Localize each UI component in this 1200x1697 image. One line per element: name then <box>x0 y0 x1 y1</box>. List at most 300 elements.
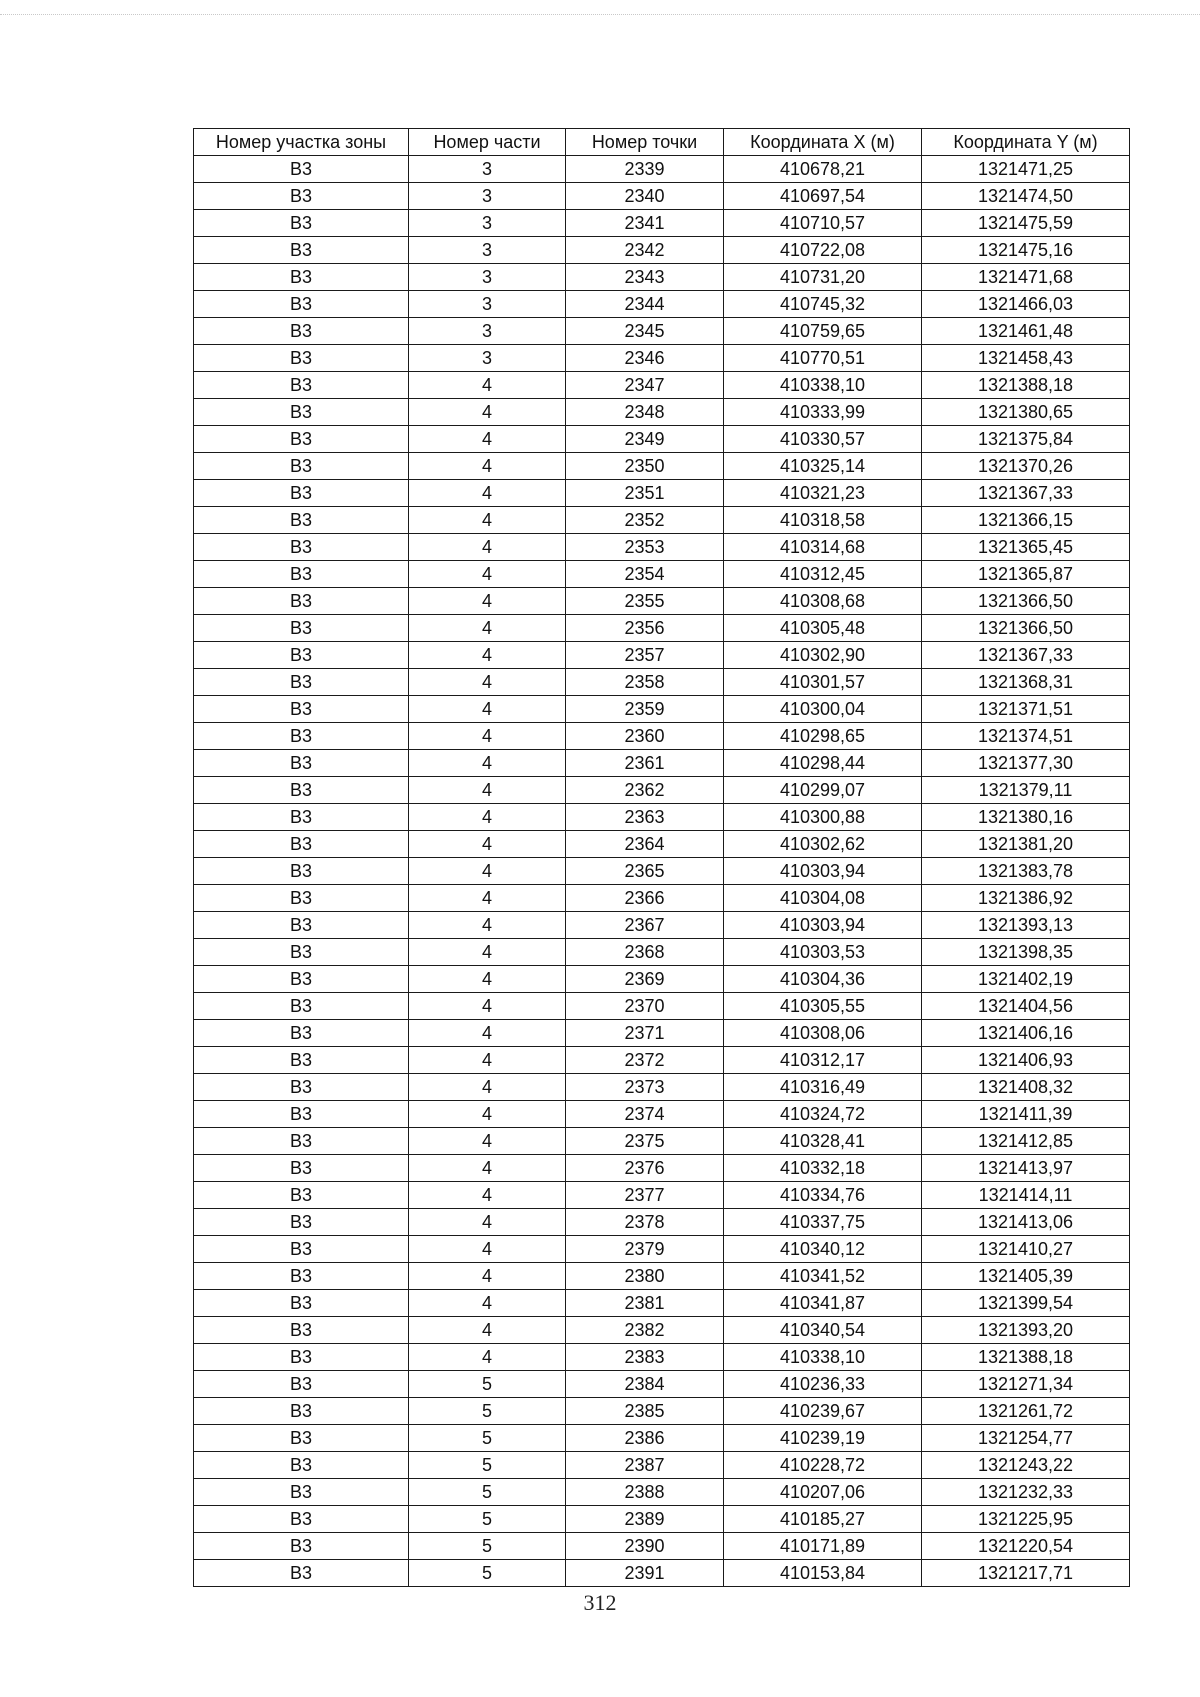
cell-coordinate-y: 1321217,71 <box>922 1560 1130 1587</box>
cell-part-number: 4 <box>409 534 566 561</box>
cell-coordinate-y: 1321374,51 <box>922 723 1130 750</box>
cell-part-number: 4 <box>409 669 566 696</box>
cell-point-number: 2349 <box>566 426 724 453</box>
cell-zone-section: В3 <box>194 696 409 723</box>
table-row <box>194 507 1130 534</box>
cell-coordinate-x: 410302,62 <box>724 831 922 858</box>
cell-point-number: 2351 <box>566 480 724 507</box>
cell-coordinate-y: 1321458,43 <box>922 345 1130 372</box>
cell-coordinate-y: 1321380,65 <box>922 399 1130 426</box>
table-row <box>194 1398 1130 1425</box>
cell-coordinate-x: 410318,58 <box>724 507 922 534</box>
table-row <box>194 1506 1130 1533</box>
cell-coordinate-x: 410299,07 <box>724 777 922 804</box>
cell-point-number: 2350 <box>566 453 724 480</box>
cell-point-number: 2352 <box>566 507 724 534</box>
cell-coordinate-x: 410338,10 <box>724 372 922 399</box>
cell-coordinate-y: 1321271,34 <box>922 1371 1130 1398</box>
cell-coordinate-x: 410303,94 <box>724 858 922 885</box>
cell-coordinate-x: 410678,21 <box>724 156 922 183</box>
cell-point-number: 2369 <box>566 966 724 993</box>
table-row <box>194 750 1130 777</box>
cell-coordinate-x: 410171,89 <box>724 1533 922 1560</box>
cell-coordinate-x: 410770,51 <box>724 345 922 372</box>
cell-coordinate-x: 410298,44 <box>724 750 922 777</box>
cell-zone-section: В3 <box>194 993 409 1020</box>
table-row <box>194 777 1130 804</box>
cell-coordinate-x: 410303,53 <box>724 939 922 966</box>
cell-zone-section: В3 <box>194 777 409 804</box>
cell-zone-section: В3 <box>194 1398 409 1425</box>
cell-part-number: 4 <box>409 966 566 993</box>
scan-top-edge <box>0 14 1200 15</box>
cell-part-number: 4 <box>409 777 566 804</box>
cell-zone-section: В3 <box>194 183 409 210</box>
cell-part-number: 3 <box>409 237 566 264</box>
cell-coordinate-y: 1321388,18 <box>922 372 1130 399</box>
cell-part-number: 4 <box>409 1290 566 1317</box>
cell-coordinate-x: 410228,72 <box>724 1452 922 1479</box>
cell-point-number: 2358 <box>566 669 724 696</box>
cell-part-number: 4 <box>409 642 566 669</box>
cell-zone-section: В3 <box>194 1371 409 1398</box>
cell-point-number: 2377 <box>566 1182 724 1209</box>
cell-coordinate-x: 410697,54 <box>724 183 922 210</box>
cell-point-number: 2361 <box>566 750 724 777</box>
cell-part-number: 3 <box>409 156 566 183</box>
header-part-number: Номер части <box>409 129 566 156</box>
cell-part-number: 4 <box>409 885 566 912</box>
cell-point-number: 2363 <box>566 804 724 831</box>
cell-coordinate-x: 410314,68 <box>724 534 922 561</box>
table-row <box>194 345 1130 372</box>
cell-zone-section: В3 <box>194 156 409 183</box>
page-number: 312 <box>583 1590 617 1615</box>
table-row <box>194 804 1130 831</box>
cell-zone-section: В3 <box>194 1155 409 1182</box>
cell-coordinate-y: 1321366,50 <box>922 615 1130 642</box>
cell-part-number: 4 <box>409 1236 566 1263</box>
cell-zone-section: В3 <box>194 1290 409 1317</box>
table-row <box>194 210 1130 237</box>
cell-part-number: 5 <box>409 1452 566 1479</box>
table-row <box>194 1047 1130 1074</box>
table-row <box>194 1128 1130 1155</box>
cell-part-number: 3 <box>409 183 566 210</box>
cell-part-number: 3 <box>409 291 566 318</box>
cell-part-number: 4 <box>409 939 566 966</box>
cell-point-number: 2344 <box>566 291 724 318</box>
cell-point-number: 2368 <box>566 939 724 966</box>
cell-part-number: 4 <box>409 1101 566 1128</box>
table-row <box>194 1533 1130 1560</box>
cell-zone-section: В3 <box>194 210 409 237</box>
cell-part-number: 5 <box>409 1560 566 1587</box>
cell-point-number: 2348 <box>566 399 724 426</box>
cell-point-number: 2391 <box>566 1560 724 1587</box>
cell-point-number: 2379 <box>566 1236 724 1263</box>
cell-coordinate-y: 1321225,95 <box>922 1506 1130 1533</box>
cell-point-number: 2365 <box>566 858 724 885</box>
cell-part-number: 4 <box>409 561 566 588</box>
cell-coordinate-y: 1321461,48 <box>922 318 1130 345</box>
cell-coordinate-x: 410337,75 <box>724 1209 922 1236</box>
cell-zone-section: В3 <box>194 615 409 642</box>
cell-coordinate-y: 1321386,92 <box>922 885 1130 912</box>
cell-coordinate-x: 410324,72 <box>724 1101 922 1128</box>
table-row <box>194 1155 1130 1182</box>
cell-point-number: 2386 <box>566 1425 724 1452</box>
cell-zone-section: В3 <box>194 1047 409 1074</box>
cell-zone-section: В3 <box>194 1236 409 1263</box>
cell-part-number: 3 <box>409 345 566 372</box>
cell-coordinate-y: 1321365,87 <box>922 561 1130 588</box>
cell-coordinate-x: 410298,65 <box>724 723 922 750</box>
cell-point-number: 2385 <box>566 1398 724 1425</box>
cell-point-number: 2375 <box>566 1128 724 1155</box>
cell-coordinate-x: 410185,27 <box>724 1506 922 1533</box>
cell-coordinate-y: 1321411,39 <box>922 1101 1130 1128</box>
cell-coordinate-x: 410301,57 <box>724 669 922 696</box>
table-row <box>194 1452 1130 1479</box>
cell-zone-section: В3 <box>194 885 409 912</box>
coordinates-table <box>193 128 1130 1587</box>
cell-part-number: 5 <box>409 1479 566 1506</box>
cell-zone-section: В3 <box>194 966 409 993</box>
cell-coordinate-x: 410330,57 <box>724 426 922 453</box>
cell-point-number: 2371 <box>566 1020 724 1047</box>
cell-coordinate-y: 1321371,51 <box>922 696 1130 723</box>
cell-coordinate-x: 410305,55 <box>724 993 922 1020</box>
table-row <box>194 156 1130 183</box>
table-body <box>194 156 1130 1587</box>
cell-point-number: 2380 <box>566 1263 724 1290</box>
cell-part-number: 4 <box>409 615 566 642</box>
cell-coordinate-x: 410239,19 <box>724 1425 922 1452</box>
cell-coordinate-x: 410239,67 <box>724 1398 922 1425</box>
cell-zone-section: В3 <box>194 237 409 264</box>
cell-zone-section: В3 <box>194 858 409 885</box>
cell-zone-section: В3 <box>194 426 409 453</box>
cell-part-number: 4 <box>409 804 566 831</box>
cell-point-number: 2370 <box>566 993 724 1020</box>
cell-part-number: 4 <box>409 723 566 750</box>
table-row <box>194 858 1130 885</box>
table-row <box>194 1371 1130 1398</box>
cell-point-number: 2367 <box>566 912 724 939</box>
cell-coordinate-y: 1321243,22 <box>922 1452 1130 1479</box>
cell-coordinate-y: 1321375,84 <box>922 426 1130 453</box>
cell-point-number: 2381 <box>566 1290 724 1317</box>
table-row <box>194 1074 1130 1101</box>
cell-point-number: 2339 <box>566 156 724 183</box>
cell-coordinate-y: 1321365,45 <box>922 534 1130 561</box>
cell-part-number: 4 <box>409 480 566 507</box>
table-row <box>194 1236 1130 1263</box>
cell-part-number: 4 <box>409 426 566 453</box>
cell-coordinate-x: 410300,88 <box>724 804 922 831</box>
cell-coordinate-x: 410745,32 <box>724 291 922 318</box>
cell-point-number: 2373 <box>566 1074 724 1101</box>
cell-coordinate-y: 1321367,33 <box>922 480 1130 507</box>
cell-coordinate-y: 1321404,56 <box>922 993 1130 1020</box>
cell-coordinate-y: 1321399,54 <box>922 1290 1130 1317</box>
cell-zone-section: В3 <box>194 912 409 939</box>
cell-coordinate-y: 1321475,59 <box>922 210 1130 237</box>
header-coordinate-y: Координата Y (м) <box>922 129 1130 156</box>
cell-point-number: 2360 <box>566 723 724 750</box>
cell-part-number: 4 <box>409 1047 566 1074</box>
cell-zone-section: В3 <box>194 939 409 966</box>
cell-zone-section: В3 <box>194 1479 409 1506</box>
cell-point-number: 2366 <box>566 885 724 912</box>
cell-coordinate-x: 410304,36 <box>724 966 922 993</box>
cell-point-number: 2346 <box>566 345 724 372</box>
cell-zone-section: В3 <box>194 1506 409 1533</box>
cell-coordinate-y: 1321366,50 <box>922 588 1130 615</box>
table-row <box>194 669 1130 696</box>
cell-coordinate-x: 410304,08 <box>724 885 922 912</box>
cell-coordinate-x: 410332,18 <box>724 1155 922 1182</box>
cell-point-number: 2388 <box>566 1479 724 1506</box>
cell-point-number: 2362 <box>566 777 724 804</box>
cell-part-number: 4 <box>409 1020 566 1047</box>
cell-point-number: 2340 <box>566 183 724 210</box>
cell-point-number: 2390 <box>566 1533 724 1560</box>
header-point-number: Номер точки <box>566 129 724 156</box>
cell-zone-section: В3 <box>194 1263 409 1290</box>
cell-coordinate-x: 410236,33 <box>724 1371 922 1398</box>
cell-coordinate-y: 1321383,78 <box>922 858 1130 885</box>
cell-coordinate-y: 1321413,97 <box>922 1155 1130 1182</box>
cell-zone-section: В3 <box>194 453 409 480</box>
cell-zone-section: В3 <box>194 507 409 534</box>
cell-part-number: 5 <box>409 1371 566 1398</box>
cell-point-number: 2384 <box>566 1371 724 1398</box>
cell-coordinate-x: 410340,12 <box>724 1236 922 1263</box>
table-row <box>194 615 1130 642</box>
cell-part-number: 4 <box>409 912 566 939</box>
cell-coordinate-x: 410325,14 <box>724 453 922 480</box>
cell-zone-section: В3 <box>194 642 409 669</box>
cell-zone-section: В3 <box>194 750 409 777</box>
cell-part-number: 3 <box>409 264 566 291</box>
table-row <box>194 264 1130 291</box>
cell-coordinate-y: 1321232,33 <box>922 1479 1130 1506</box>
cell-coordinate-x: 410153,84 <box>724 1560 922 1587</box>
cell-coordinate-y: 1321379,11 <box>922 777 1130 804</box>
cell-point-number: 2342 <box>566 237 724 264</box>
header-coordinate-x: Координата X (м) <box>724 129 922 156</box>
cell-zone-section: В3 <box>194 318 409 345</box>
cell-part-number: 4 <box>409 588 566 615</box>
cell-zone-section: В3 <box>194 291 409 318</box>
cell-coordinate-x: 410308,06 <box>724 1020 922 1047</box>
cell-part-number: 4 <box>409 1317 566 1344</box>
cell-part-number: 4 <box>409 399 566 426</box>
cell-part-number: 4 <box>409 1263 566 1290</box>
cell-point-number: 2345 <box>566 318 724 345</box>
cell-part-number: 4 <box>409 1074 566 1101</box>
cell-point-number: 2376 <box>566 1155 724 1182</box>
cell-coordinate-y: 1321413,06 <box>922 1209 1130 1236</box>
cell-point-number: 2378 <box>566 1209 724 1236</box>
cell-zone-section: В3 <box>194 1209 409 1236</box>
cell-zone-section: В3 <box>194 1425 409 1452</box>
table-row <box>194 1182 1130 1209</box>
cell-coordinate-x: 410328,41 <box>724 1128 922 1155</box>
cell-coordinate-y: 1321393,20 <box>922 1317 1130 1344</box>
table-row <box>194 1290 1130 1317</box>
cell-point-number: 2364 <box>566 831 724 858</box>
cell-coordinate-y: 1321381,20 <box>922 831 1130 858</box>
table-row <box>194 480 1130 507</box>
table-row <box>194 183 1130 210</box>
cell-coordinate-x: 410334,76 <box>724 1182 922 1209</box>
cell-part-number: 4 <box>409 750 566 777</box>
cell-coordinate-y: 1321366,15 <box>922 507 1130 534</box>
table-row <box>194 453 1130 480</box>
cell-zone-section: В3 <box>194 1452 409 1479</box>
cell-zone-section: В3 <box>194 1020 409 1047</box>
cell-zone-section: В3 <box>194 1317 409 1344</box>
cell-part-number: 4 <box>409 453 566 480</box>
cell-coordinate-y: 1321370,26 <box>922 453 1130 480</box>
cell-coordinate-y: 1321405,39 <box>922 1263 1130 1290</box>
cell-coordinate-y: 1321367,33 <box>922 642 1130 669</box>
cell-coordinate-x: 410312,17 <box>724 1047 922 1074</box>
cell-coordinate-x: 410305,48 <box>724 615 922 642</box>
table-row <box>194 696 1130 723</box>
cell-point-number: 2374 <box>566 1101 724 1128</box>
cell-coordinate-y: 1321406,16 <box>922 1020 1130 1047</box>
table-row <box>194 993 1130 1020</box>
table-row <box>194 1425 1130 1452</box>
table-row <box>194 1479 1130 1506</box>
cell-coordinate-x: 410312,45 <box>724 561 922 588</box>
cell-coordinate-y: 1321414,11 <box>922 1182 1130 1209</box>
cell-point-number: 2357 <box>566 642 724 669</box>
table-row <box>194 723 1130 750</box>
cell-coordinate-y: 1321377,30 <box>922 750 1130 777</box>
table-header-row <box>194 129 1130 156</box>
cell-coordinate-y: 1321402,19 <box>922 966 1130 993</box>
table-row <box>194 1317 1130 1344</box>
cell-point-number: 2354 <box>566 561 724 588</box>
cell-coordinate-y: 1321475,16 <box>922 237 1130 264</box>
cell-point-number: 2383 <box>566 1344 724 1371</box>
cell-coordinate-x: 410340,54 <box>724 1317 922 1344</box>
cell-part-number: 4 <box>409 1209 566 1236</box>
cell-part-number: 3 <box>409 318 566 345</box>
cell-part-number: 4 <box>409 1344 566 1371</box>
table-row <box>194 1344 1130 1371</box>
cell-part-number: 5 <box>409 1398 566 1425</box>
cell-coordinate-y: 1321474,50 <box>922 183 1130 210</box>
cell-part-number: 4 <box>409 831 566 858</box>
cell-zone-section: В3 <box>194 399 409 426</box>
cell-coordinate-y: 1321406,93 <box>922 1047 1130 1074</box>
cell-point-number: 2389 <box>566 1506 724 1533</box>
cell-coordinate-y: 1321254,77 <box>922 1425 1130 1452</box>
cell-part-number: 4 <box>409 993 566 1020</box>
cell-coordinate-x: 410341,52 <box>724 1263 922 1290</box>
cell-point-number: 2343 <box>566 264 724 291</box>
table-row <box>194 939 1130 966</box>
table-row <box>194 1020 1130 1047</box>
cell-zone-section: В3 <box>194 804 409 831</box>
cell-coordinate-x: 410300,04 <box>724 696 922 723</box>
cell-part-number: 5 <box>409 1506 566 1533</box>
table-row <box>194 1101 1130 1128</box>
cell-part-number: 3 <box>409 210 566 237</box>
cell-zone-section: В3 <box>194 264 409 291</box>
cell-coordinate-x: 410333,99 <box>724 399 922 426</box>
header-zone-section: Номер участка зоны <box>194 129 409 156</box>
cell-coordinate-y: 1321388,18 <box>922 1344 1130 1371</box>
cell-part-number: 4 <box>409 1155 566 1182</box>
table-row <box>194 912 1130 939</box>
cell-coordinate-x: 410731,20 <box>724 264 922 291</box>
cell-point-number: 2353 <box>566 534 724 561</box>
cell-zone-section: В3 <box>194 1533 409 1560</box>
cell-point-number: 2372 <box>566 1047 724 1074</box>
cell-point-number: 2359 <box>566 696 724 723</box>
cell-coordinate-x: 410207,06 <box>724 1479 922 1506</box>
cell-zone-section: В3 <box>194 1101 409 1128</box>
table-row <box>194 534 1130 561</box>
cell-point-number: 2382 <box>566 1317 724 1344</box>
cell-part-number: 5 <box>409 1425 566 1452</box>
cell-coordinate-x: 410341,87 <box>724 1290 922 1317</box>
cell-coordinate-y: 1321368,31 <box>922 669 1130 696</box>
cell-coordinate-x: 410316,49 <box>724 1074 922 1101</box>
table-row <box>194 291 1130 318</box>
cell-coordinate-y: 1321261,72 <box>922 1398 1130 1425</box>
cell-coordinate-x: 410302,90 <box>724 642 922 669</box>
cell-point-number: 2341 <box>566 210 724 237</box>
cell-coordinate-x: 410338,10 <box>724 1344 922 1371</box>
cell-point-number: 2347 <box>566 372 724 399</box>
table-row <box>194 642 1130 669</box>
table-row <box>194 1560 1130 1587</box>
cell-coordinate-x: 410722,08 <box>724 237 922 264</box>
cell-zone-section: В3 <box>194 669 409 696</box>
cell-part-number: 4 <box>409 1128 566 1155</box>
cell-coordinate-y: 1321220,54 <box>922 1533 1130 1560</box>
table-row <box>194 318 1130 345</box>
cell-coordinate-y: 1321466,03 <box>922 291 1130 318</box>
table-row <box>194 237 1130 264</box>
cell-zone-section: В3 <box>194 831 409 858</box>
cell-coordinate-y: 1321471,68 <box>922 264 1130 291</box>
cell-zone-section: В3 <box>194 1344 409 1371</box>
table-row <box>194 561 1130 588</box>
cell-zone-section: В3 <box>194 1074 409 1101</box>
cell-coordinate-y: 1321398,35 <box>922 939 1130 966</box>
cell-part-number: 4 <box>409 1182 566 1209</box>
cell-coordinate-y: 1321408,32 <box>922 1074 1130 1101</box>
cell-part-number: 4 <box>409 372 566 399</box>
cell-coordinate-y: 1321380,16 <box>922 804 1130 831</box>
cell-coordinate-y: 1321410,27 <box>922 1236 1130 1263</box>
cell-coordinate-x: 410710,57 <box>724 210 922 237</box>
table-row <box>194 1263 1130 1290</box>
table-row <box>194 426 1130 453</box>
cell-zone-section: В3 <box>194 1128 409 1155</box>
cell-coordinate-x: 410321,23 <box>724 480 922 507</box>
table-row <box>194 399 1130 426</box>
